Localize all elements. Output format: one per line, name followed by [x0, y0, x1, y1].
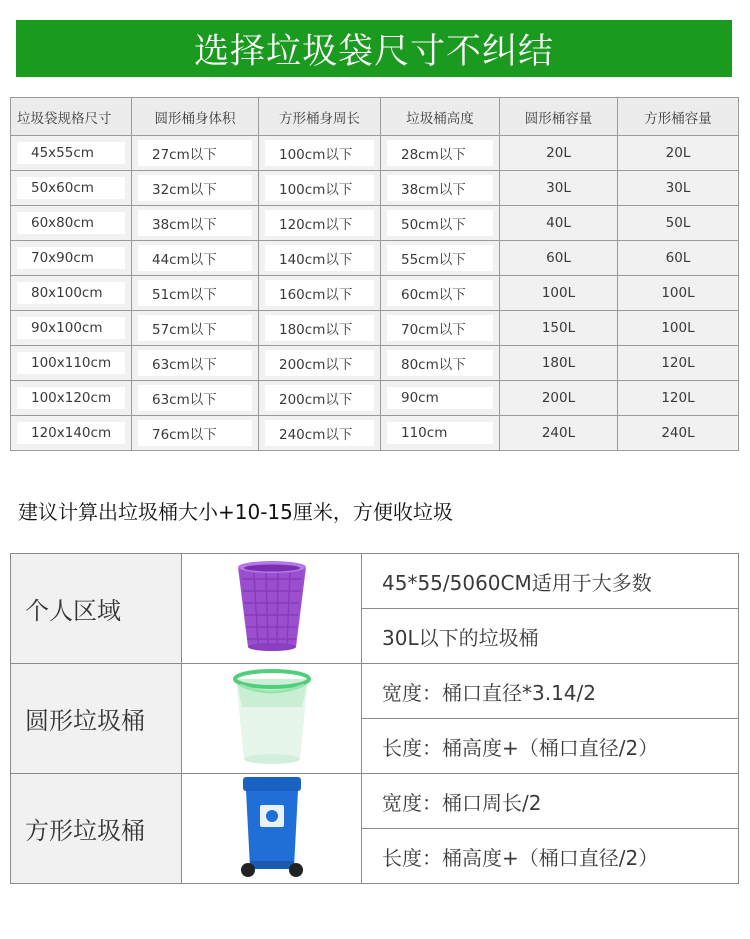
cell-bin-height — [381, 381, 500, 416]
guide-personal-line-1: 45*55/5060CM适用于大多数 — [362, 554, 739, 609]
cell-value: 80cm以下 — [387, 350, 493, 376]
cell-round-capacity — [500, 241, 618, 276]
cell-value: 20L — [665, 145, 691, 161]
cell-value: 27cm以下 — [138, 140, 252, 166]
cell-square-capacity — [618, 381, 739, 416]
table-row — [11, 311, 739, 346]
cell-square-capacity — [618, 311, 739, 346]
cell-square-perimeter — [259, 416, 381, 451]
cell-value: 70x90cm — [17, 247, 125, 269]
cell-value: 90x100cm — [17, 317, 125, 339]
table-header-row — [11, 98, 739, 136]
cell-value: 200L — [541, 390, 576, 406]
cell-square-capacity — [618, 171, 739, 206]
guide-square-line-2: 长度：桶高度+（桶口直径/2） — [362, 829, 739, 884]
cell-value: 120cm以下 — [265, 210, 374, 236]
cell-value: 50cm以下 — [387, 210, 493, 236]
table-row — [11, 416, 739, 451]
cell-bin-height — [381, 136, 500, 171]
guide-label-square: 方形垃圾桶 — [11, 774, 182, 884]
cell-value: 38cm以下 — [138, 210, 252, 236]
cell-value: 100x110cm — [17, 352, 125, 374]
cell-value: 120x140cm — [17, 422, 125, 444]
guide-label-round: 圆形垃圾桶 — [11, 664, 182, 774]
cell-value: 40L — [546, 215, 571, 231]
cell-square-capacity — [618, 206, 739, 241]
cell-round-volume — [132, 381, 259, 416]
cell-round-capacity — [500, 276, 618, 311]
cell-bin-height — [381, 416, 500, 451]
cell-square-perimeter — [259, 311, 381, 346]
cell-square-capacity — [618, 346, 739, 381]
cell-value: 51cm以下 — [138, 280, 252, 306]
cell-value: 100L — [661, 320, 695, 336]
cell-square-perimeter — [259, 381, 381, 416]
cell-value: 45x55cm — [17, 142, 125, 164]
cell-round-capacity — [500, 346, 618, 381]
cell-value: 100cm以下 — [265, 140, 374, 166]
bin-guide-table — [10, 553, 739, 884]
cell-bag-size — [11, 241, 132, 276]
page-title: 选择垃圾袋尺寸不纠结 — [193, 31, 554, 72]
header-bag-size: 垃圾袋规格尺寸 — [11, 98, 132, 136]
cell-value: 63cm以下 — [138, 350, 252, 376]
cell-value: 150L — [541, 320, 576, 336]
table-row — [11, 171, 739, 206]
cell-value: 30L — [665, 180, 691, 196]
cell-square-perimeter — [259, 241, 381, 276]
cell-round-capacity — [500, 171, 618, 206]
cell-square-perimeter — [259, 346, 381, 381]
table-row — [11, 136, 739, 171]
cell-bag-size — [11, 381, 132, 416]
cell-round-volume — [132, 346, 259, 381]
cell-value: 180L — [541, 355, 576, 371]
header-round-capacity: 圆形桶容量 — [500, 98, 618, 136]
cell-value: 100x120cm — [17, 387, 125, 409]
cell-value: 110cm — [387, 422, 493, 444]
bag-size-table — [10, 97, 739, 451]
table-row — [11, 241, 739, 276]
cell-value: 55cm以下 — [387, 245, 493, 271]
cell-value: 63cm以下 — [138, 385, 252, 411]
guide-round-line-2: 长度：桶高度+（桶口直径/2） — [362, 719, 739, 774]
cell-value: 240L — [541, 425, 576, 441]
cell-bin-height — [381, 171, 500, 206]
cell-value: 60L — [665, 250, 691, 266]
header-square-capacity: 方形桶容量 — [618, 98, 739, 136]
cell-bag-size — [11, 311, 132, 346]
cell-value: 120L — [661, 355, 695, 371]
cell-value: 50x60cm — [17, 177, 125, 199]
header-round-volume: 圆形桶身体积 — [132, 98, 259, 136]
header-square-perimeter: 方形桶身周长 — [259, 98, 381, 136]
cell-value: 60cm以下 — [387, 280, 493, 306]
cell-value: 120L — [661, 390, 695, 406]
cell-value: 76cm以下 — [138, 420, 252, 446]
cell-value: 200cm以下 — [265, 350, 374, 376]
cell-bin-height — [381, 241, 500, 276]
cell-value: 30L — [546, 180, 571, 196]
cell-round-volume — [132, 171, 259, 206]
cell-bag-size — [11, 276, 132, 311]
purple-basket-icon — [182, 554, 362, 664]
guide-label-personal: 个人区域 — [11, 554, 182, 664]
cell-square-perimeter — [259, 276, 381, 311]
cell-value: 28cm以下 — [387, 140, 493, 166]
cell-value: 32cm以下 — [138, 175, 252, 201]
cell-square-capacity — [618, 136, 739, 171]
title-banner — [16, 20, 732, 77]
cell-bag-size — [11, 206, 132, 241]
cell-value: 38cm以下 — [387, 175, 493, 201]
cell-value: 70cm以下 — [387, 315, 493, 341]
cell-square-perimeter — [259, 136, 381, 171]
cell-round-capacity — [500, 416, 618, 451]
cell-value: 60L — [546, 250, 571, 266]
cell-square-perimeter — [259, 171, 381, 206]
cell-square-capacity — [618, 416, 739, 451]
cell-value: 57cm以下 — [138, 315, 252, 341]
cell-round-volume — [132, 276, 259, 311]
cell-value: 100L — [661, 285, 695, 301]
cell-bag-size — [11, 136, 132, 171]
table-row — [11, 381, 739, 416]
cell-bag-size — [11, 416, 132, 451]
cell-bag-size — [11, 346, 132, 381]
cell-round-volume — [132, 416, 259, 451]
cell-bin-height — [381, 311, 500, 346]
blue-wheelie-bin-icon — [182, 774, 362, 884]
cell-value: 60x80cm — [17, 212, 125, 234]
header-bin-height: 垃圾桶高度 — [381, 98, 500, 136]
cell-value: 100cm以下 — [265, 175, 374, 201]
cell-value: 80x100cm — [17, 282, 125, 304]
cell-value: 160cm以下 — [265, 280, 374, 306]
cell-value: 50L — [665, 215, 691, 231]
guide-round-line-1: 宽度：桶口直径*3.14/2 — [362, 664, 739, 719]
cell-value: 240L — [661, 425, 695, 441]
cell-round-volume — [132, 311, 259, 346]
cell-bin-height — [381, 346, 500, 381]
guide-personal-line-2: 30L以下的垃圾桶 — [362, 609, 739, 664]
cell-round-capacity — [500, 136, 618, 171]
table-row — [11, 346, 739, 381]
table-row — [11, 206, 739, 241]
cell-round-capacity — [500, 206, 618, 241]
cell-round-capacity — [500, 381, 618, 416]
guide-square-line-1: 宽度：桶口周长/2 — [362, 774, 739, 829]
cell-bin-height — [381, 276, 500, 311]
cell-value: 240cm以下 — [265, 420, 374, 446]
cell-value: 90cm — [387, 387, 493, 409]
green-round-bin-icon — [182, 664, 362, 774]
cell-round-volume — [132, 206, 259, 241]
cell-value: 20L — [546, 145, 571, 161]
cell-bin-height — [381, 206, 500, 241]
cell-round-volume — [132, 136, 259, 171]
cell-square-perimeter — [259, 206, 381, 241]
cell-value: 200cm以下 — [265, 385, 374, 411]
size-tip: 建议计算出垃圾桶大小+10-15厘米，方便收垃圾 — [18, 500, 453, 524]
cell-square-capacity — [618, 276, 739, 311]
cell-value: 44cm以下 — [138, 245, 252, 271]
cell-square-capacity — [618, 241, 739, 276]
cell-value: 100L — [541, 285, 576, 301]
cell-bag-size — [11, 171, 132, 206]
cell-value: 180cm以下 — [265, 315, 374, 341]
cell-round-capacity — [500, 311, 618, 346]
cell-round-volume — [132, 241, 259, 276]
cell-value: 140cm以下 — [265, 245, 374, 271]
table-row — [11, 276, 739, 311]
